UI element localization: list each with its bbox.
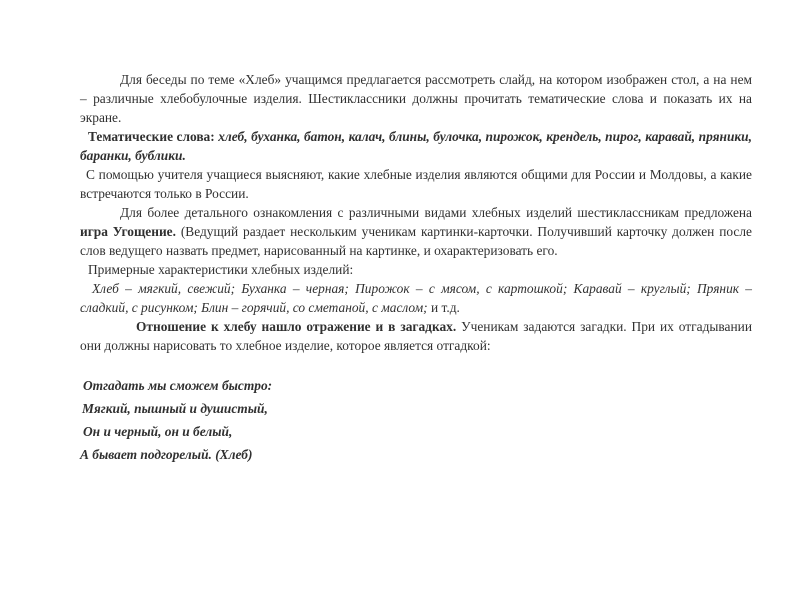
- common-products-text: С помощью учителя учащиеся выясняют, какие хлебные изделия являются общими для России и Молдовы, а какие встречаются только в России.: [80, 167, 752, 201]
- paragraph-thematic-words: [80, 127, 752, 165]
- intro-text: Для беседы по теме «Хлеб» учащимся предлагается рассмотреть слайд, на котором изображен стол, а на нем – различные хлебобулочные изделия. Шестиклассники должны прочитать тематические слова и показать их на экране.: [80, 72, 752, 125]
- paragraph-riddles-intro: [80, 317, 752, 355]
- game-description: (Ведущий раздает нескольким ученикам картинки-карточки. Получивший карточку должен после слов ведущего назвать предмет, нарисованный на картинке, и охарактеризовать его.: [80, 224, 752, 258]
- spacer: [80, 355, 752, 374]
- riddles-heading: Отношение к хлебу нашло отражение и в загадках.: [136, 319, 457, 334]
- paragraph-characteristics-examples: [80, 279, 752, 317]
- paragraph-game: [80, 203, 752, 260]
- paragraph-common-products: [80, 165, 752, 203]
- riddle-line-3: Он и черный, он и белый,: [83, 424, 233, 439]
- characteristics-examples: Хлеб – мягкий, свежий; Буханка – черная; Пирожок – с мясом, с картошкой; Каравай – круглый; Пряник – сладкий, с рисунком; Блин – горячий, со сметаной, с маслом;: [80, 281, 752, 315]
- game-name: игра Угощение.: [80, 224, 176, 239]
- characteristics-etc: и т.д.: [430, 300, 460, 315]
- thematic-words-list: хлеб, буханка, батон, калач, блины, булочка, пирожок, крендель, пирог, каравай, пряники, баранки, бублики.: [80, 129, 752, 163]
- riddle-line-1: Отгадать мы сможем быстро:: [83, 378, 273, 393]
- game-intro-text: Для более детального ознакомления с различными видами хлебных изделий шестиклассникам предложена: [120, 205, 752, 220]
- paragraph-characteristics-heading: [80, 260, 752, 279]
- paragraph-intro: [80, 70, 752, 127]
- document-body: [80, 70, 752, 466]
- characteristics-heading: Примерные характеристики хлебных изделий:: [88, 262, 354, 277]
- riddle-line-4: А бывает подгорелый. (Хлеб): [80, 447, 253, 462]
- thematic-words-label: Тематические слова:: [88, 129, 215, 144]
- riddle-line-2: Мягкий, пышный и душистый,: [82, 401, 268, 416]
- riddle-poem: [80, 374, 752, 466]
- riddles-instruction: Ученикам задаются загадки. При их отгадывании они должны нарисовать то хлебное изделие, которое является отгадкой:: [80, 319, 752, 353]
